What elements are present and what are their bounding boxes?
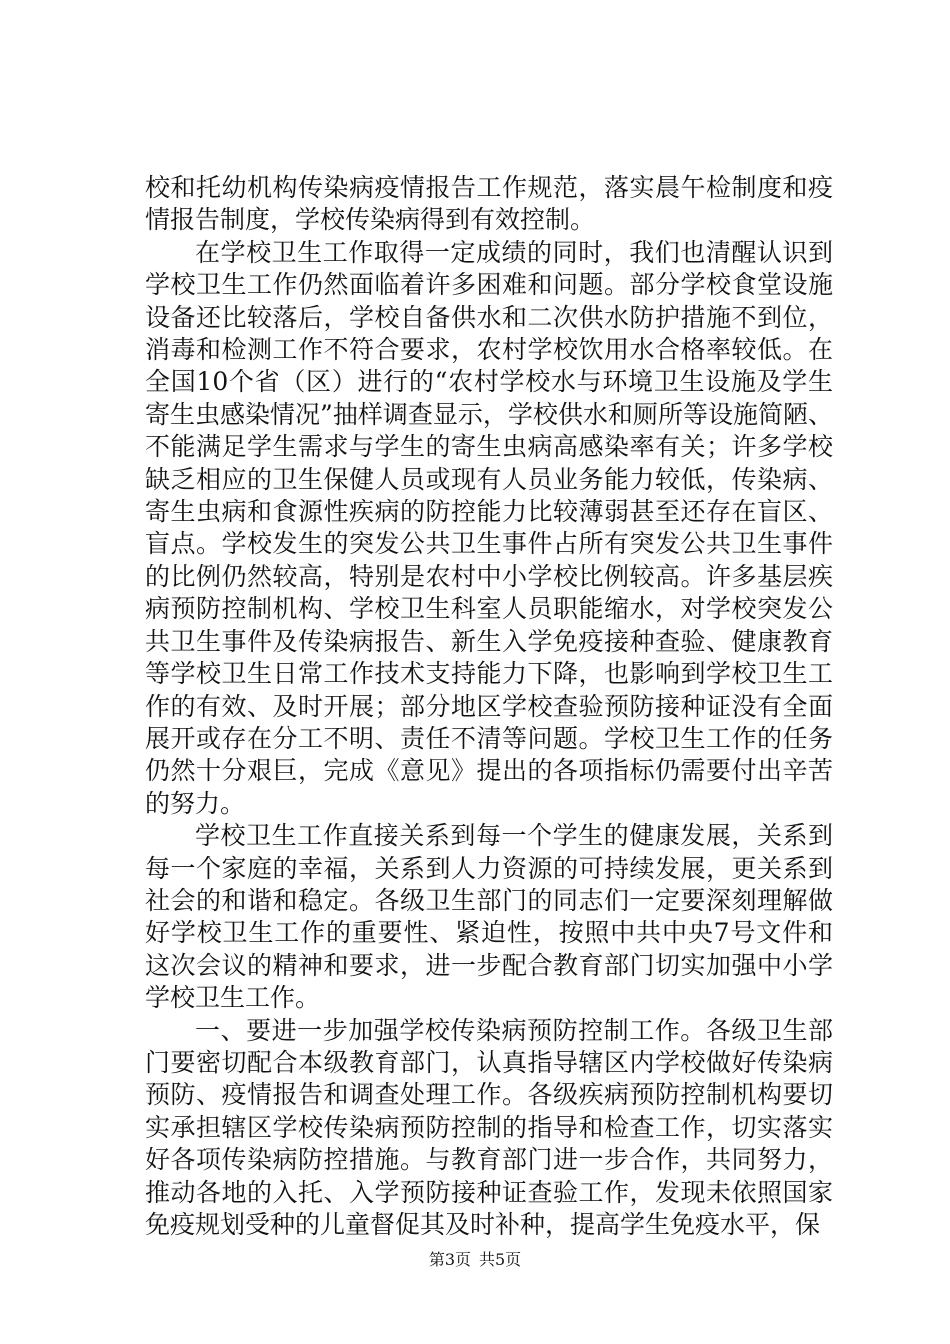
page-number-total: 共5页 xyxy=(479,1250,522,1269)
page-number-current: 第3页 xyxy=(428,1250,471,1269)
paragraph-continuation: 校和托幼机构传染病疫情报告工作规范，落实晨午检制度和疫情报告制度，学校传染病得到有效控制。 xyxy=(145,173,833,235)
page-footer xyxy=(0,1250,950,1270)
paragraph-problems: 在学校卫生工作取得一定成绩的同时，我们也清醒认识到学校卫生工作仍然面临着许多困难和问题。部分学校食堂设施设备还比较落后，学校自备供水和二次供水防护措施不到位，消毒和检测工作不符合要求，农村学校饮用水合格率较低。在全国10个省（区）进行的“农村学校水与环境卫生设施及学生寄生虫感染情况”抽样调查显示，学校供水和厕所等设施简陋、不能满足学生需求与学生的寄生虫病高感染率有关；许多学校缺乏相应的卫生保健人员或现有人员业务能力较低，传染病、寄生虫病和食源性疾病的防控能力比较薄弱甚至还存在盲区、盲点。学校发生的突发公共卫生事件占所有突发公共卫生事件的比例仍然较高，特别是农村中小学校比例较高。许多基层疾病预防控制机构、学校卫生科室人员职能缩水，对学校突发公共卫生事件及传染病报告、新生入学免疫接种查验、健康教育等学校卫生日常工作技术支持能力下降，也影响到学校卫生工作的有效、及时开展；部分地区学校查验预防接种证没有全面展开或存在分工不明、责任不清等问题。学校卫生工作的任务仍然十分艰巨，完成《意见》提出的各项指标仍需要付出辛苦的努力。 xyxy=(145,237,833,818)
paragraph-importance: 学校卫生工作直接关系到每一个学生的健康发展，关系到每一个家庭的幸福，关系到人力资源的可持续发展，更关系到社会的和谐和稳定。各级卫生部门的同志们一定要深刻理解做好学校卫生工作的重要性、紧迫性，按照中共中央7号文件和这次会议的精神和要求，进一步配合教育部门切实加强中小学学校卫生工作。 xyxy=(145,821,833,1013)
paragraph-section-one: 一、要进一步加强学校传染病预防控制工作。各级卫生部门要密切配合本级教育部门，认真指导辖区内学校做好传染病预防、疫情报告和调查处理工作。各级疾病预防控制机构要切实承担辖区学校传染病预防控制的指导和检查工作，切实落实好各项传染病防控措施。与教育部门进一步合作，共同努力，推动各地的入托、入学预防接种证查验工作，发现未依照国家免疫规划受种的儿童督促其及时补种，提高学生免疫水平，保 xyxy=(145,1015,833,1239)
document-body xyxy=(145,172,833,1241)
